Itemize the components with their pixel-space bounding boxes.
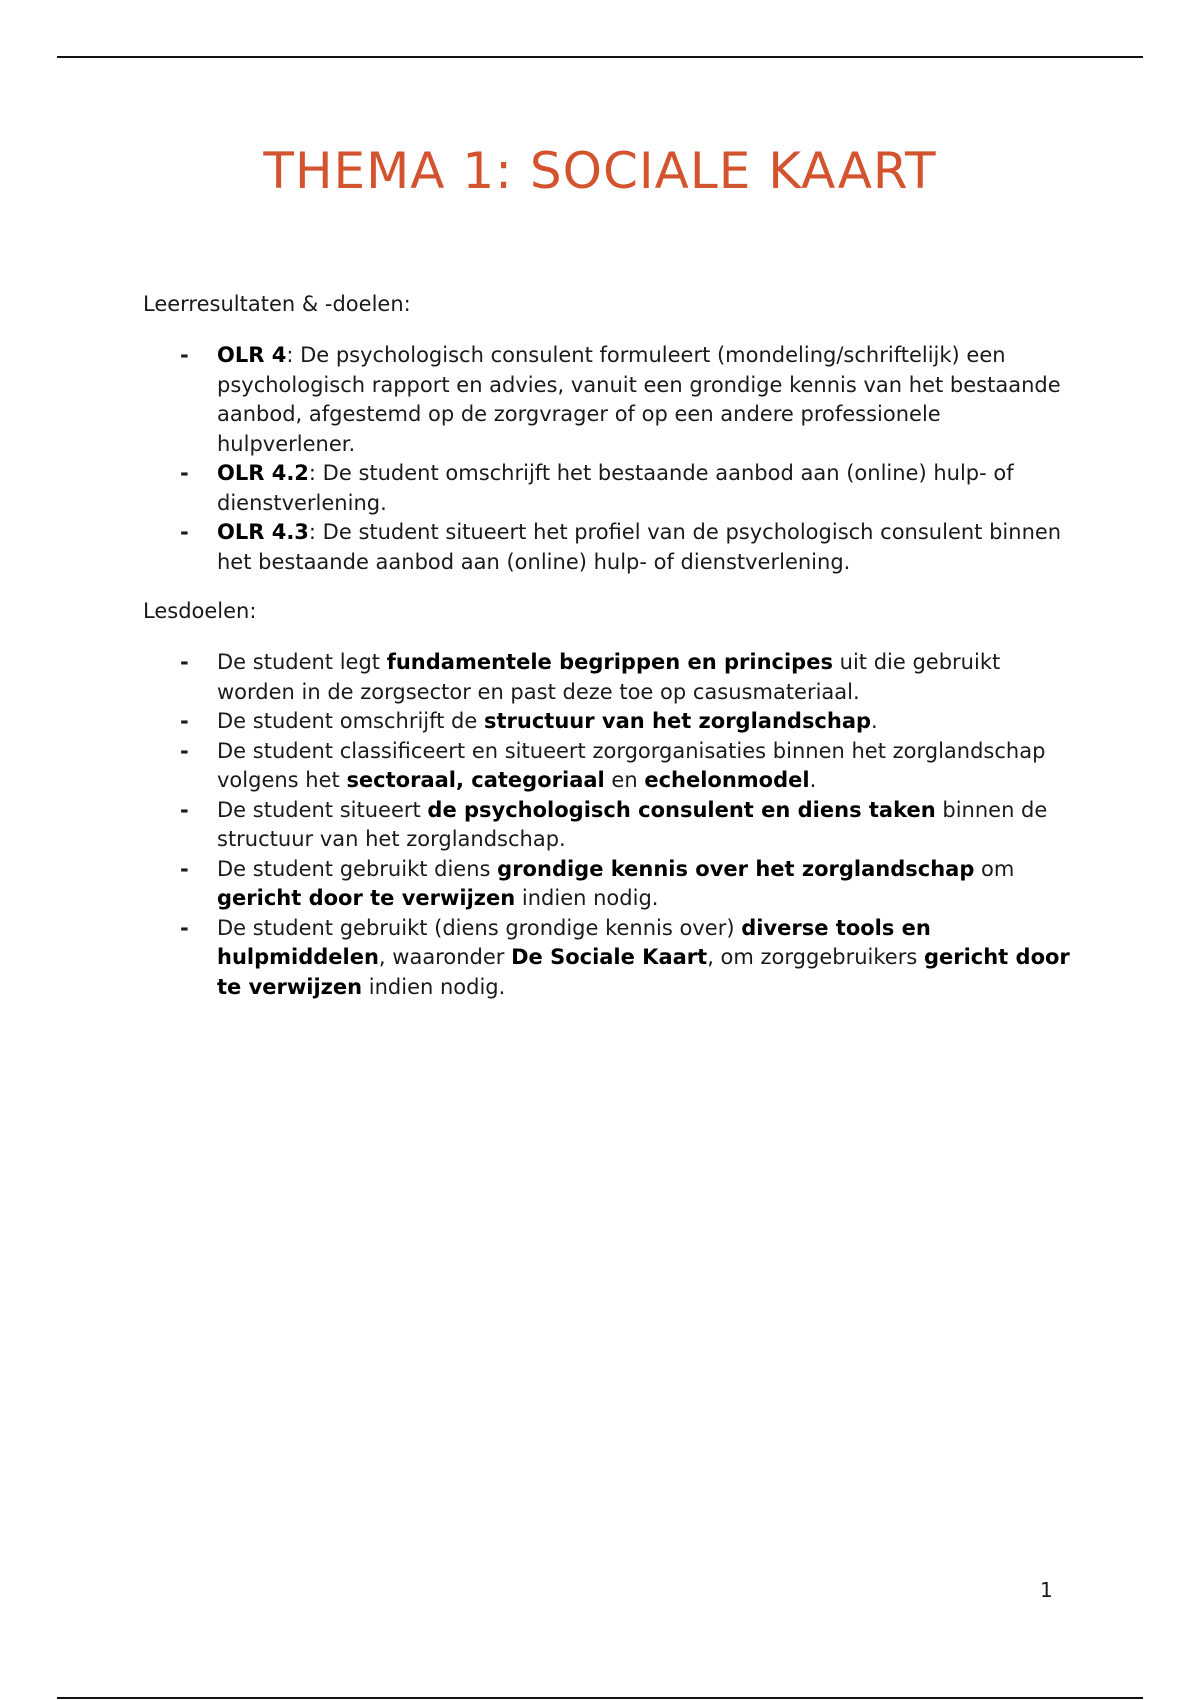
olr-code: OLR 4.2 bbox=[217, 461, 309, 485]
goal-emphasis: echelonmodel bbox=[644, 768, 810, 792]
learning-results-list bbox=[180, 341, 1080, 577]
lesson-goals-label: Lesdoelen: bbox=[143, 599, 257, 623]
list-item bbox=[180, 341, 1080, 459]
footer-rule bbox=[57, 1697, 1143, 1699]
olr-code: OLR 4 bbox=[217, 343, 287, 367]
olr-description: : De student situeert het profiel van de psychologisch consulent binnen het bestaande aanbod aan (online) hulp- of dienstverlening. bbox=[217, 520, 1062, 574]
goal-text: De student classificeert en situeert zorgorganisaties binnen het zorglandschap volgens het bbox=[217, 738, 1046, 792]
page-number: 1 bbox=[1040, 1578, 1053, 1602]
learning-results-label: Leerresultaten & -doelen: bbox=[143, 292, 411, 316]
goal-text: De student gebruikt (diens grondige kennis over) bbox=[217, 915, 742, 940]
goal-text: De student legt bbox=[217, 650, 387, 674]
goal-text: indien nodig. bbox=[362, 974, 506, 999]
list-item bbox=[180, 648, 1080, 707]
goal-text: om bbox=[974, 856, 1015, 881]
goal-text: , waaronder bbox=[378, 945, 512, 969]
goal-emphasis: grondige kennis over het zorglandschap bbox=[497, 856, 975, 881]
goal-text: uit die gebruikt worden in de zorgsector en past deze toe op casusmateriaal. bbox=[217, 650, 1001, 704]
list-item bbox=[180, 707, 1080, 737]
page-title: THEMA 1: SOCIALE KAART bbox=[263, 142, 937, 200]
list-item bbox=[180, 855, 1080, 914]
goal-emphasis: diverse tools en hulpmiddelen bbox=[217, 915, 931, 969]
olr-description: : De student omschrijft het bestaande aanbod aan (online) hulp- of dienstverlening. bbox=[217, 461, 1014, 515]
goal-text: binnen de structuur van het zorglandschap. bbox=[217, 797, 1048, 851]
goal-text: , om zorggebruikers bbox=[707, 945, 924, 969]
goal-text: en bbox=[604, 768, 645, 792]
goal-emphasis: gericht door te verwijzen bbox=[217, 886, 516, 910]
list-item bbox=[180, 518, 1080, 577]
goal-emphasis: De Sociale Kaart bbox=[511, 945, 708, 969]
header-rule bbox=[57, 56, 1143, 58]
goal-emphasis: sectoraal, categoriaal bbox=[346, 768, 605, 792]
goal-text: indien nodig. bbox=[515, 886, 659, 910]
goal-emphasis: de psychologisch consulent en diens taken bbox=[427, 797, 936, 822]
list-item bbox=[180, 796, 1080, 855]
list-item bbox=[180, 459, 1080, 518]
goal-emphasis: structuur van het zorglandschap bbox=[483, 709, 872, 733]
goal-text: De student gebruikt diens bbox=[217, 856, 498, 881]
olr-code: OLR 4.3 bbox=[217, 520, 309, 544]
goal-text: . bbox=[809, 768, 817, 792]
goal-emphasis: gericht door te verwijzen bbox=[217, 945, 1070, 999]
goal-text: De student omschrijft de bbox=[217, 709, 484, 733]
lesson-goals-list bbox=[180, 648, 1080, 1002]
olr-description: : De psychologisch consulent formuleert (mondeling/schriftelijk) een psychologisch rapport en advies, vanuit een grondige kennis van het bestaande aanbod, afgestemd op de zorgvrager of op een andere professionele hulpverlener. bbox=[217, 343, 1061, 456]
goal-text: De student situeert bbox=[217, 797, 428, 822]
list-item bbox=[180, 914, 1080, 1003]
goal-text: . bbox=[871, 709, 878, 733]
list-item bbox=[180, 737, 1080, 796]
goal-emphasis: fundamentele begrippen en principes bbox=[386, 650, 833, 674]
